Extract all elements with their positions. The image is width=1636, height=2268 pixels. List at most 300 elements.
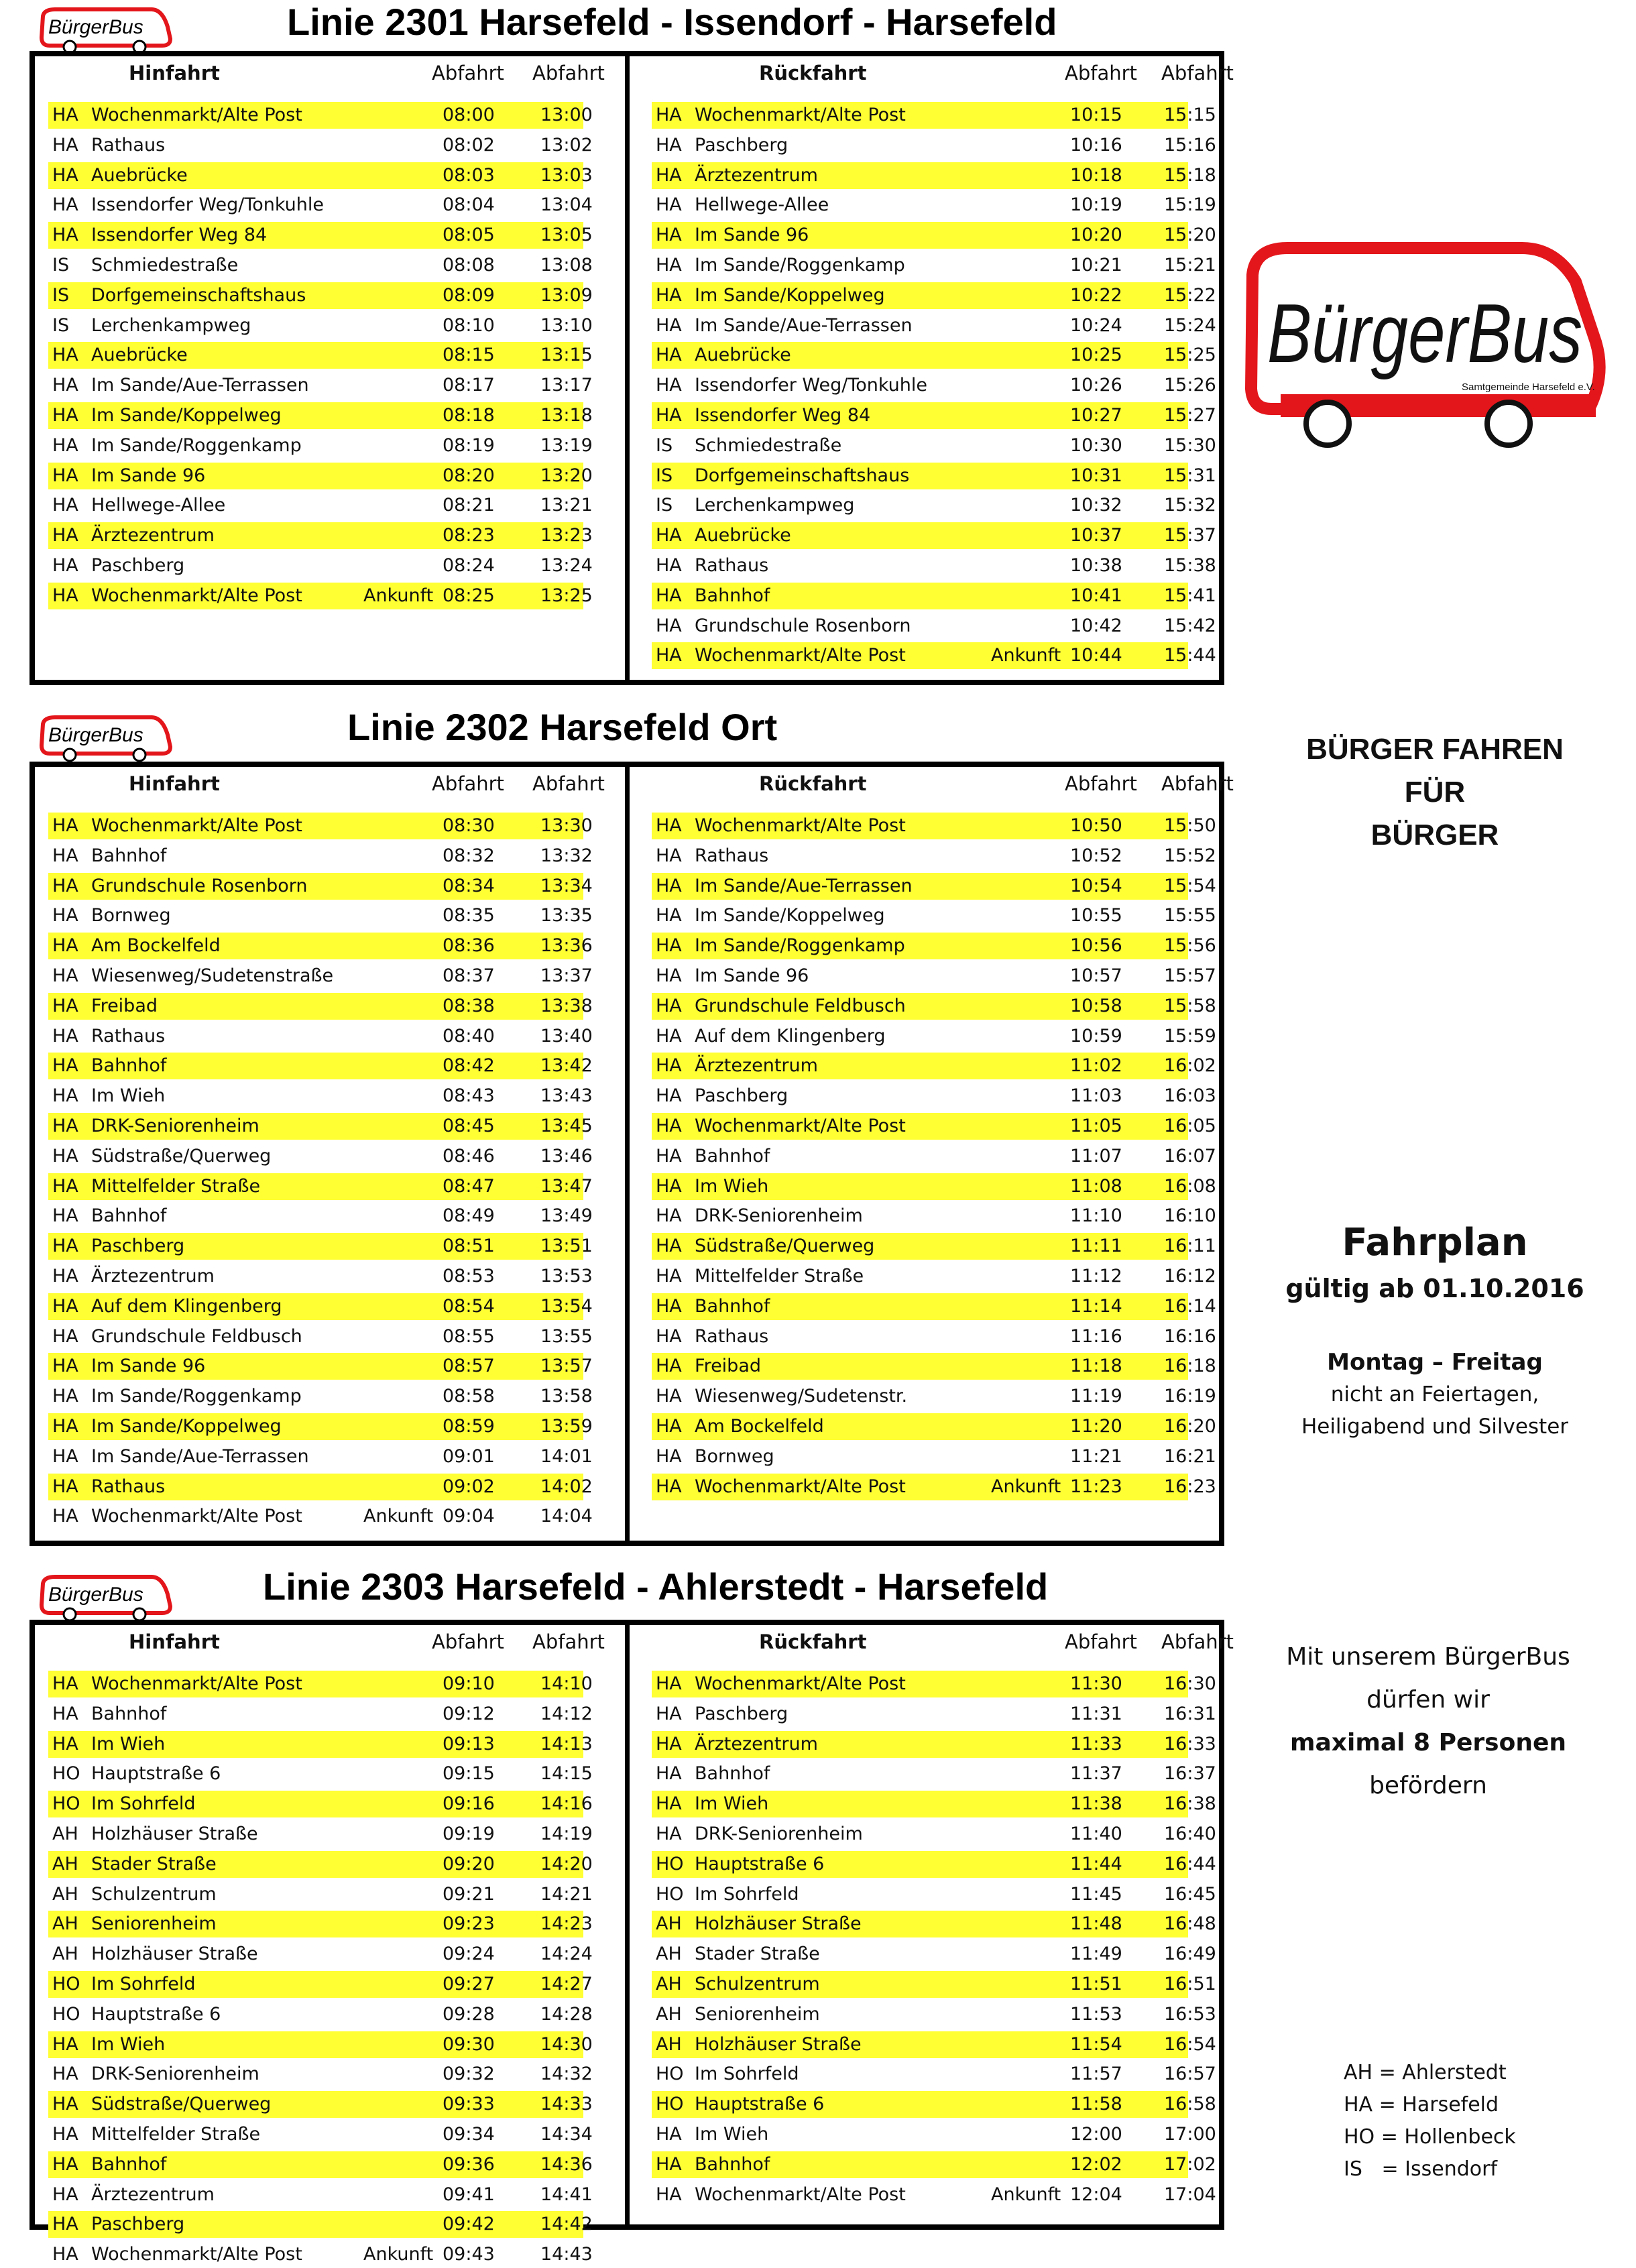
town-code: HA: [52, 1145, 78, 1167]
town-code: HA: [656, 585, 682, 606]
time-2: 13:37: [540, 965, 593, 986]
time-2: 15:25: [1164, 345, 1216, 366]
stop-name: Hauptstraße 6: [91, 2003, 221, 2025]
stop-name: Grundschule Rosenborn: [91, 875, 308, 896]
stop-name: Wochenmarkt/Alte Post: [91, 1506, 302, 1527]
time-1: 09:19: [443, 1824, 495, 1844]
timetable-row: [652, 463, 1216, 489]
time-1: 11:31: [1070, 1703, 1122, 1724]
town-code: HA: [52, 495, 78, 516]
time-1: 11:08: [1070, 1175, 1122, 1197]
stop-name: Wochenmarkt/Alte Post: [91, 105, 302, 125]
time-1: 12:04: [1070, 2184, 1122, 2205]
stop-name: Seniorenheim: [91, 1913, 217, 1935]
town-code: HA: [656, 1356, 682, 1377]
timetable-row: [652, 2151, 1216, 2178]
town-code: HA: [656, 134, 682, 156]
town-code: HA: [656, 314, 682, 336]
timetable-row: [48, 873, 593, 900]
time-2: 13:30: [540, 815, 593, 836]
stop-name: Schmiedestraße: [91, 255, 239, 276]
time-1: 09:24: [443, 1944, 495, 1965]
timetable-row: [48, 1760, 593, 1787]
stop-name: Im Sande/Roggenkamp: [91, 1386, 302, 1407]
time-1: 08:25: [443, 585, 495, 606]
time-1: 11:02: [1070, 1055, 1122, 1077]
time-2: 15:37: [1164, 525, 1216, 546]
time-2: 14:43: [540, 2244, 593, 2265]
time-2: 14:36: [540, 2153, 593, 2175]
arrival-label: Ankunft: [363, 585, 434, 606]
timetable-row: [48, 843, 593, 870]
timetable-row: [652, 522, 1216, 549]
town-code: HA: [52, 1055, 78, 1077]
town-code: HA: [52, 2064, 78, 2085]
time-1: 08:58: [443, 1386, 495, 1407]
time-1: 10:50: [1070, 815, 1122, 836]
time-2: 16:14: [1164, 1295, 1216, 1317]
time-2: 13:51: [540, 1236, 593, 1257]
time-1: 08:18: [443, 405, 495, 426]
time-2: 16:08: [1164, 1175, 1216, 1197]
time-2: 16:21: [1164, 1445, 1216, 1467]
stop-name: Wochenmarkt/Alte Post: [695, 645, 906, 666]
timetable-row: [48, 132, 593, 159]
timetable-row: [652, 342, 1216, 369]
town-code: HO: [656, 2094, 684, 2115]
time-1: 10:16: [1070, 134, 1122, 156]
stop-name: Wiesenweg/Sudetenstr.: [695, 1386, 908, 1407]
timetable-row: [48, 2182, 593, 2208]
stop-name: Südstraße/Querweg: [695, 1236, 875, 1257]
timetable-row: [48, 463, 593, 489]
buergerbus-logo-icon: [39, 715, 173, 763]
timetable-row: [652, 902, 1216, 929]
time-1: 09:04: [443, 1506, 495, 1527]
time-2: 15:58: [1164, 995, 1216, 1016]
town-code: HA: [656, 615, 682, 636]
time-1: 09:12: [443, 1703, 495, 1724]
timetable-row: [652, 1413, 1216, 1440]
stop-name: Issendorfer Weg 84: [695, 405, 871, 426]
time-1: 09:16: [443, 1793, 495, 1815]
time-1: 08:51: [443, 1236, 495, 1257]
time-2: 13:38: [540, 995, 593, 1016]
fahrplan-title: Fahrplan: [1342, 1221, 1528, 1264]
stop-name: Im Sande/Koppelweg: [695, 905, 885, 927]
town-code: HA: [52, 1266, 78, 1287]
timetable-row: [652, 1233, 1216, 1260]
timetable-row: [48, 993, 593, 1020]
timetable-row: [48, 432, 593, 459]
time-2: 16:45: [1164, 1883, 1216, 1905]
town-code: HA: [656, 405, 682, 426]
time-2: 13:59: [540, 1416, 593, 1437]
timetable-row: [652, 1671, 1216, 1697]
time-1: 09:20: [443, 1853, 495, 1874]
time-1: 08:35: [443, 905, 495, 927]
stop-name: Auf dem Klingenberg: [695, 1025, 886, 1047]
timetable-row: [652, 2121, 1216, 2148]
timetable-info: [1261, 1217, 1609, 1443]
town-code: HA: [52, 375, 78, 396]
exception-2: Heiligabend und Silvester: [1301, 1415, 1569, 1439]
timetable-row: [652, 402, 1216, 429]
departure-heading: Abfahrt: [532, 1630, 605, 1653]
town-code: HA: [656, 1085, 682, 1107]
stop-name: Im Sande/Aue-Terrassen: [91, 375, 309, 396]
timetable-row: [652, 492, 1216, 519]
town-code: AH: [52, 1853, 78, 1874]
stop-name: Mittelfelder Straße: [695, 1266, 864, 1287]
time-1: 11:20: [1070, 1416, 1122, 1437]
time-1: 08:59: [443, 1416, 495, 1437]
stop-name: Grundschule Feldbusch: [91, 1325, 302, 1347]
time-1: 10:55: [1070, 905, 1122, 927]
time-1: 08:43: [443, 1085, 495, 1107]
stop-name: Am Bockelfeld: [91, 935, 221, 957]
capacity-line-3: maximal 8 Personen: [1289, 1729, 1566, 1756]
slogan-line-3: BÜRGER: [1370, 819, 1499, 851]
time-2: 14:21: [540, 1883, 593, 1905]
stop-name: Mittelfelder Straße: [91, 2124, 261, 2145]
line-2302-title: Linie 2302 Harsefeld Ort: [347, 706, 778, 748]
timetable-row: [652, 222, 1216, 249]
town-code: HA: [52, 134, 78, 156]
time-2: 14:12: [540, 1703, 593, 1724]
time-2: 15:56: [1164, 935, 1216, 957]
timetable-row: [48, 2121, 593, 2148]
outbound-heading: Hinfahrt: [129, 772, 220, 795]
timetable-row: [652, 1731, 1216, 1758]
timetable-row: [652, 1760, 1216, 1787]
timetable-row: [652, 843, 1216, 870]
stop-name: Wochenmarkt/Alte Post: [91, 815, 302, 836]
time-2: 14:24: [540, 1944, 593, 1965]
time-2: 14:02: [540, 1476, 593, 1497]
town-code: HA: [52, 194, 78, 216]
timetable-row: [48, 1113, 593, 1140]
time-2: 14:23: [540, 1913, 593, 1935]
time-1: 12:00: [1070, 2124, 1122, 2145]
timetable-row: [652, 162, 1216, 189]
time-2: 13:17: [540, 375, 593, 396]
timetable-row: [48, 2031, 593, 2058]
town-code: HO: [656, 1883, 684, 1905]
town-code: HA: [52, 2214, 78, 2235]
town-code: HA: [52, 585, 78, 606]
town-code: HA: [52, 1733, 78, 1754]
town-code: HA: [656, 1445, 682, 1467]
timetable-row: [652, 372, 1216, 399]
timetable-row: [48, 1671, 593, 1697]
stop-name: Mittelfelder Straße: [91, 1175, 261, 1197]
timetable-row: [652, 1323, 1216, 1350]
time-2: 13:42: [540, 1055, 593, 1077]
arrival-label: Ankunft: [363, 1506, 434, 1527]
slogan-line-2: FÜR: [1404, 776, 1466, 809]
town-code: HA: [52, 2124, 78, 2145]
stop-name: Bahnhof: [91, 845, 167, 866]
town-code: HA: [656, 1175, 682, 1197]
stop-name: Im Wieh: [91, 2033, 166, 2055]
time-2: 13:02: [540, 134, 593, 156]
town-code: HA: [52, 1325, 78, 1347]
stop-name: Holzhäuser Straße: [695, 2033, 862, 2055]
timetable-row: [652, 1443, 1216, 1470]
timetable-row: [652, 1701, 1216, 1728]
stop-name: Auf dem Klingenberg: [91, 1295, 282, 1317]
time-2: 15:59: [1164, 1025, 1216, 1047]
time-2: 16:16: [1164, 1325, 1216, 1347]
time-2: 13:45: [540, 1116, 593, 1136]
town-code: HA: [52, 995, 78, 1016]
capacity-note: [1267, 1636, 1589, 1807]
time-1: 11:40: [1070, 1824, 1122, 1844]
town-code: AH: [656, 2033, 682, 2055]
town-code: HA: [52, 1416, 78, 1437]
time-1: 10:42: [1070, 615, 1122, 636]
stop-name: Wochenmarkt/Alte Post: [91, 1673, 302, 1694]
column-header: [48, 772, 620, 798]
time-1: 08:21: [443, 495, 495, 516]
stop-name: Hauptstraße 6: [695, 1853, 825, 1874]
stop-name: DRK-Seniorenheim: [91, 2064, 259, 2085]
legend-ho: HO = Hollenbeck: [1344, 2125, 1516, 2149]
town-code: HA: [52, 1116, 78, 1136]
timetable-row: [652, 552, 1216, 579]
timetable-row: [652, 1474, 1216, 1500]
time-2: 13:53: [540, 1266, 593, 1287]
time-2: 15:54: [1164, 875, 1216, 896]
time-2: 14:01: [540, 1445, 593, 1467]
time-2: 13:25: [540, 585, 593, 606]
timetable-row: [652, 933, 1216, 959]
stop-name: Rathaus: [91, 1476, 166, 1497]
time-1: 11:03: [1070, 1085, 1122, 1107]
town-code: HA: [656, 1733, 682, 1754]
time-2: 13:08: [540, 255, 593, 276]
stop-name: Im Sohrfeld: [695, 1883, 799, 1905]
time-2: 17:00: [1164, 2124, 1216, 2145]
stop-name: Lerchenkampweg: [91, 314, 251, 336]
time-1: 10:44: [1070, 645, 1122, 666]
time-2: 13:10: [540, 314, 593, 336]
time-1: 09:13: [443, 1733, 495, 1754]
timetable-row: [652, 963, 1216, 990]
town-code: HA: [656, 2153, 682, 2175]
town-code: HA: [656, 905, 682, 927]
stop-name: Seniorenheim: [695, 2003, 820, 2025]
time-2: 16:49: [1164, 1944, 1216, 1965]
buergerbus-logo-icon: [39, 7, 173, 55]
stop-name: Wochenmarkt/Alte Post: [695, 105, 906, 125]
town-code: HA: [52, 164, 78, 186]
stop-name: Im Sohrfeld: [91, 1974, 196, 1994]
stop-name: Schulzentrum: [91, 1883, 217, 1905]
stop-name: Auebrücke: [91, 164, 188, 186]
time-2: 16:30: [1164, 1673, 1216, 1694]
time-2: 14:13: [540, 1733, 593, 1754]
time-1: 08:10: [443, 314, 495, 336]
timetable-row: [652, 132, 1216, 159]
stop-name: Grundschule Rosenborn: [695, 615, 911, 636]
svg-text:BürgerBus: BürgerBus: [48, 1584, 143, 1606]
outbound-heading: Hinfahrt: [129, 1630, 220, 1653]
buergerbus-logo-icon: [39, 1574, 173, 1622]
stop-name: Bahnhof: [91, 1055, 167, 1077]
stop-name: Im Sande 96: [91, 1356, 206, 1377]
time-1: 08:54: [443, 1295, 495, 1317]
timetable-row: [652, 813, 1216, 839]
timetable-row: [48, 1474, 593, 1500]
stop-name: Hellwege-Allee: [695, 194, 829, 216]
town-code: IS: [656, 495, 673, 516]
time-1: 12:02: [1070, 2153, 1122, 2175]
town-code: HA: [656, 1205, 682, 1227]
time-1: 08:55: [443, 1325, 495, 1347]
town-code: HO: [656, 1853, 684, 1874]
time-1: 11:12: [1070, 1266, 1122, 1287]
departure-heading: Abfahrt: [1065, 62, 1137, 84]
stop-name: Bahnhof: [695, 585, 770, 606]
timetable-row: [652, 1911, 1216, 1937]
time-2: 13:19: [540, 434, 593, 456]
time-2: 14:19: [540, 1824, 593, 1844]
stop-name: Grundschule Feldbusch: [695, 995, 906, 1016]
timetable-row: [652, 873, 1216, 900]
time-1: 09:01: [443, 1445, 495, 1467]
town-code: HO: [52, 1763, 80, 1785]
town-code: HA: [656, 1793, 682, 1815]
town-code: HA: [52, 845, 78, 866]
town-code: HA: [656, 2184, 682, 2205]
timetable-row: [48, 1353, 593, 1380]
stop-name: Rathaus: [695, 555, 769, 576]
line-2303-logo: [39, 1574, 173, 1626]
timetable-row: [48, 1053, 593, 1079]
stop-name: Paschberg: [91, 555, 185, 576]
time-1: 08:03: [443, 164, 495, 186]
town-code: HA: [52, 555, 78, 576]
town-code: HA: [656, 105, 682, 125]
departure-heading: Abfahrt: [1161, 772, 1234, 795]
stop-name: Ärztezentrum: [695, 164, 818, 186]
time-1: 08:00: [443, 105, 495, 125]
stop-name: Bahnhof: [91, 1703, 167, 1724]
town-code: HA: [656, 1116, 682, 1136]
time-2: 16:31: [1164, 1703, 1216, 1724]
town-code: HA: [52, 1673, 78, 1694]
time-1: 10:31: [1070, 465, 1122, 486]
timetable-row: [48, 1941, 593, 1968]
time-2: 16:10: [1164, 1205, 1216, 1227]
stop-name: Im Wieh: [695, 2124, 769, 2145]
town-code: HA: [52, 1236, 78, 1257]
time-2: 16:20: [1164, 1416, 1216, 1437]
town-code: HA: [656, 375, 682, 396]
time-1: 10:38: [1070, 555, 1122, 576]
buergerbus-main-logo: [1240, 235, 1616, 476]
town-code: AH: [52, 1913, 78, 1935]
time-2: 13:58: [540, 1386, 593, 1407]
time-1: 08:24: [443, 555, 495, 576]
town-code: HA: [52, 2153, 78, 2175]
time-2: 14:15: [540, 1763, 593, 1785]
time-1: 10:57: [1070, 965, 1122, 986]
stop-name: Bahnhof: [91, 1205, 167, 1227]
stop-name: Im Sande/Roggenkamp: [91, 434, 302, 456]
time-2: 13:32: [540, 845, 593, 866]
exception-1: nicht an Feiertagen,: [1330, 1382, 1539, 1407]
time-2: 15:27: [1164, 405, 1216, 426]
timetable-row: [652, 1083, 1216, 1110]
time-1: 11:54: [1070, 2033, 1122, 2055]
time-2: 15:52: [1164, 845, 1216, 866]
stop-name: Paschberg: [695, 1085, 788, 1107]
svg-text:BürgerBus: BürgerBus: [48, 724, 143, 746]
timetable-row: [652, 192, 1216, 219]
time-2: 16:33: [1164, 1733, 1216, 1754]
timetable-row: [48, 312, 593, 339]
time-2: 14:41: [540, 2184, 593, 2205]
time-2: 15:31: [1164, 465, 1216, 486]
column-header: [652, 1630, 1234, 1656]
slogan: [1274, 728, 1596, 857]
time-2: 16:57: [1164, 2064, 1216, 2085]
timetable-row: [48, 813, 593, 839]
timetable-row: [48, 192, 593, 219]
stop-name: Wochenmarkt/Alte Post: [695, 1673, 906, 1694]
time-1: 09:32: [443, 2064, 495, 2085]
town-code: HA: [52, 2244, 78, 2265]
arrival-label: Ankunft: [991, 2184, 1061, 2205]
time-1: 11:37: [1070, 1763, 1122, 1785]
timetable-row: [652, 252, 1216, 279]
timetable-row: [48, 162, 593, 189]
arrival-label: Ankunft: [991, 645, 1061, 666]
timetable-row: [652, 1173, 1216, 1200]
timetable-row: [652, 993, 1216, 1020]
line-2301-table: [30, 51, 1234, 685]
town-code: HA: [656, 1266, 682, 1287]
time-2: 15:18: [1164, 164, 1216, 186]
time-1: 10:56: [1070, 935, 1122, 957]
time-1: 09:21: [443, 1883, 495, 1905]
time-1: 11:10: [1070, 1205, 1122, 1227]
stop-name: Hauptstraße 6: [695, 2094, 825, 2115]
time-1: 11:51: [1070, 1974, 1122, 1994]
line-2302-logo: [39, 715, 173, 766]
timetable-row: [48, 583, 593, 609]
time-2: 14:20: [540, 1853, 593, 1874]
time-1: 11:33: [1070, 1733, 1122, 1754]
time-1: 09:02: [443, 1476, 495, 1497]
stop-name: Im Sande 96: [91, 465, 206, 486]
time-2: 15:20: [1164, 225, 1216, 246]
town-code: IS: [52, 284, 70, 306]
time-2: 14:30: [540, 2033, 593, 2055]
timetable-row: [48, 1821, 593, 1848]
timetable-row: [48, 2151, 593, 2178]
time-2: 16:51: [1164, 1974, 1216, 1994]
town-code: HA: [656, 1055, 682, 1077]
stop-name: Im Sande 96: [695, 225, 809, 246]
time-1: 09:10: [443, 1673, 495, 1694]
return-heading: Rückfahrt: [759, 1630, 867, 1653]
time-2: 16:38: [1164, 1793, 1216, 1815]
town-code: HA: [52, 1175, 78, 1197]
